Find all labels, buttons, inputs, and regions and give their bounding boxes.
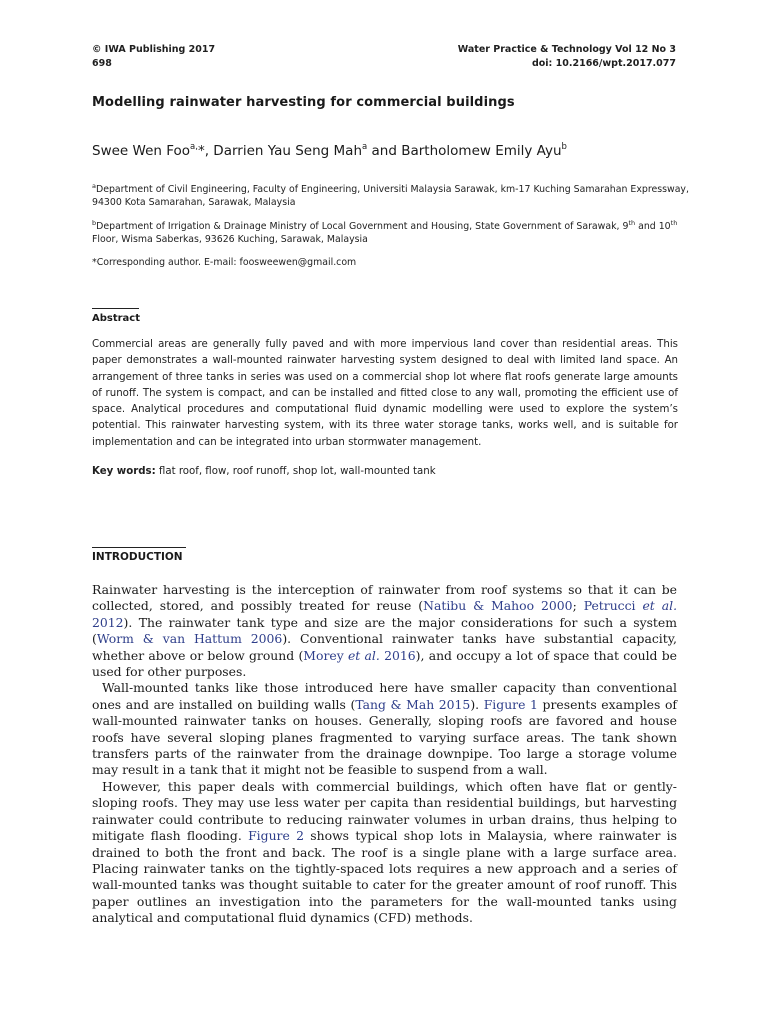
- author-name: Darrien Yau Seng Mah: [213, 143, 363, 159]
- introduction-heading: INTRODUCTION: [92, 551, 183, 563]
- paragraph: [92, 779, 677, 927]
- body-text-run: However, this paper deals with commercial buildings, which often have flat or gently-sloping roofs. They may use less water per capita than residential buildings, but harvesting rainwater could contribute to reducing rainwater volumes in urban drains, thus helping to mitigate flash flooding.: [92, 778, 677, 844]
- citation-author: Morey: [303, 647, 348, 663]
- publisher-line: © IWA Publishing 2017: [92, 44, 216, 55]
- body-text-run: shows typical shop lots in Malaysia, where rainwater is drained to both the front and back. The roof is a single plane with a large surface area. Placing rainwater tanks on the tightly-spaced lots requires a new approach and a series of wall-mounted tanks was thought suitable to cater for the greater amount of roof runoff. This paper outlines an investigation into the parameters for the wall-mounted tanks using analytical and computational fluid dynamics (CFD) methods.: [92, 828, 677, 926]
- affiliation-mark: a: [92, 182, 96, 190]
- citation-link[interactable]: Tang & Mah 2015: [355, 696, 471, 712]
- affiliation-text: Floor, Wisma Saberkas, 93626 Kuching, Sarawak, Malaysia: [92, 234, 368, 245]
- introduction-rule: [92, 547, 186, 548]
- body-text-run: Wall-mounted tanks like those introduced here have smaller capacity than conventional ones and are installed on building walls (: [92, 680, 677, 712]
- journal-line: Water Practice & Technology Vol 12 No 3: [457, 44, 676, 55]
- keywords: [92, 466, 436, 477]
- affiliation-b: [92, 217, 692, 246]
- affiliation-mark: b: [92, 219, 97, 227]
- body-text-run: ). Conventional rainwater tanks have substantial capacity, whether above or below ground (: [92, 631, 678, 663]
- figure-link[interactable]: Figure 2: [248, 828, 304, 844]
- body-text-run: ). The rainwater tank type and size are the major considerations for such a system (: [92, 614, 677, 647]
- citation-link[interactable]: Natibu & Mahoo 2000: [423, 598, 573, 614]
- author-separator: ,: [204, 143, 214, 159]
- body-text-run: presents examples of wall-mounted rainwater tanks on houses. Generally, sloping roofs are favored and house roofs have several sloping planes fragmented to varying surface areas. The tank shown transfers parts of the rainwater from the drainage downpipe. Too large a storage volume may result in a tank that it might not be feasible to suspend from a wall.: [92, 696, 677, 778]
- author-affiliation-mark: b: [561, 142, 567, 152]
- citation-etal: et al.: [347, 647, 380, 663]
- corresponding-author: *Corresponding author. E-mail: foosweewen@gmail.com: [92, 257, 357, 268]
- ordinal-suffix: th: [628, 219, 636, 227]
- author-affiliation-mark: a,: [190, 142, 198, 152]
- citation-etal: et al.: [642, 598, 678, 614]
- body-text-run: Rainwater harvesting is the interception of rainwater from roof systems so that it can be collected, stored, and possibly treated for reuse (: [92, 582, 677, 614]
- author-affiliation-mark: a: [362, 142, 368, 152]
- paragraph: [92, 680, 677, 778]
- corresponding-mark: *: [197, 143, 205, 159]
- paragraph: [92, 582, 677, 680]
- affiliation-text: Department of Civil Engineering, Faculty of Engineering, Universiti Malaysia Sarawak, km-17 Kuching Samarahan Expressway, 94300 Kota Samarahan, Sarawak, Malaysia: [92, 184, 689, 208]
- citation-link[interactable]: [303, 648, 415, 663]
- author-separator: and: [367, 143, 402, 159]
- keywords-label: Key words:: [92, 466, 156, 477]
- body-text-run: ).: [470, 696, 484, 712]
- doi-line: doi: 10.2166/wpt.2017.077: [531, 58, 676, 69]
- body-text-run: ;: [572, 598, 584, 614]
- citation-link[interactable]: Worm & van Hattum 2006: [96, 631, 283, 647]
- citation-year: 2016: [379, 647, 416, 663]
- running-header-left: [92, 43, 215, 71]
- figure-link[interactable]: Figure 1: [483, 696, 538, 712]
- affiliation-text: Department of Irrigation & Drainage Ministry of Local Government and Housing, State Government of Sarawak, 9: [96, 221, 629, 232]
- affiliation-a: [92, 180, 692, 209]
- author-list: [92, 142, 567, 159]
- ordinal-suffix: th: [670, 219, 678, 227]
- abstract-heading: Abstract: [92, 313, 141, 324]
- abstract-text: Commercial areas are generally fully paved and with more impervious land cover than residential areas. This paper demonstrates a wall-mounted rainwater harvesting system designed to deal with limited land space. An arrangement of three tanks in series was used on a commercial shop lot where flat roofs generate large amounts of runoff. The system is compact, and can be installed and fitted close to any wall, promoting the efficient use of space. Analytical procedures and computational fluid dynamic modelling were used to explore the system’s potential. This rainwater harvesting system, with its three water storage tanks, works well, and is suitable for implementation and can be integrated into urban stormwater management.: [92, 339, 678, 448]
- body-text-run: ), and occupy a lot of space that could be used for other purposes.: [92, 647, 678, 680]
- running-header-right: [458, 43, 676, 71]
- abstract-rule: [92, 308, 139, 309]
- citation-year: 2012: [92, 614, 124, 630]
- author-name: Bartholomew Emily Ayu: [401, 143, 562, 159]
- keywords-text: flat roof, flow, roof runoff, shop lot, wall-mounted tank: [155, 466, 436, 477]
- author-name: Swee Wen Foo: [92, 143, 191, 159]
- affiliation-text: and 10: [635, 221, 671, 232]
- introduction-body: [92, 582, 677, 927]
- paper-title: Modelling rainwater harvesting for commercial buildings: [92, 95, 515, 110]
- page-number: 698: [92, 58, 112, 69]
- citation-author: Petrucci: [583, 598, 643, 614]
